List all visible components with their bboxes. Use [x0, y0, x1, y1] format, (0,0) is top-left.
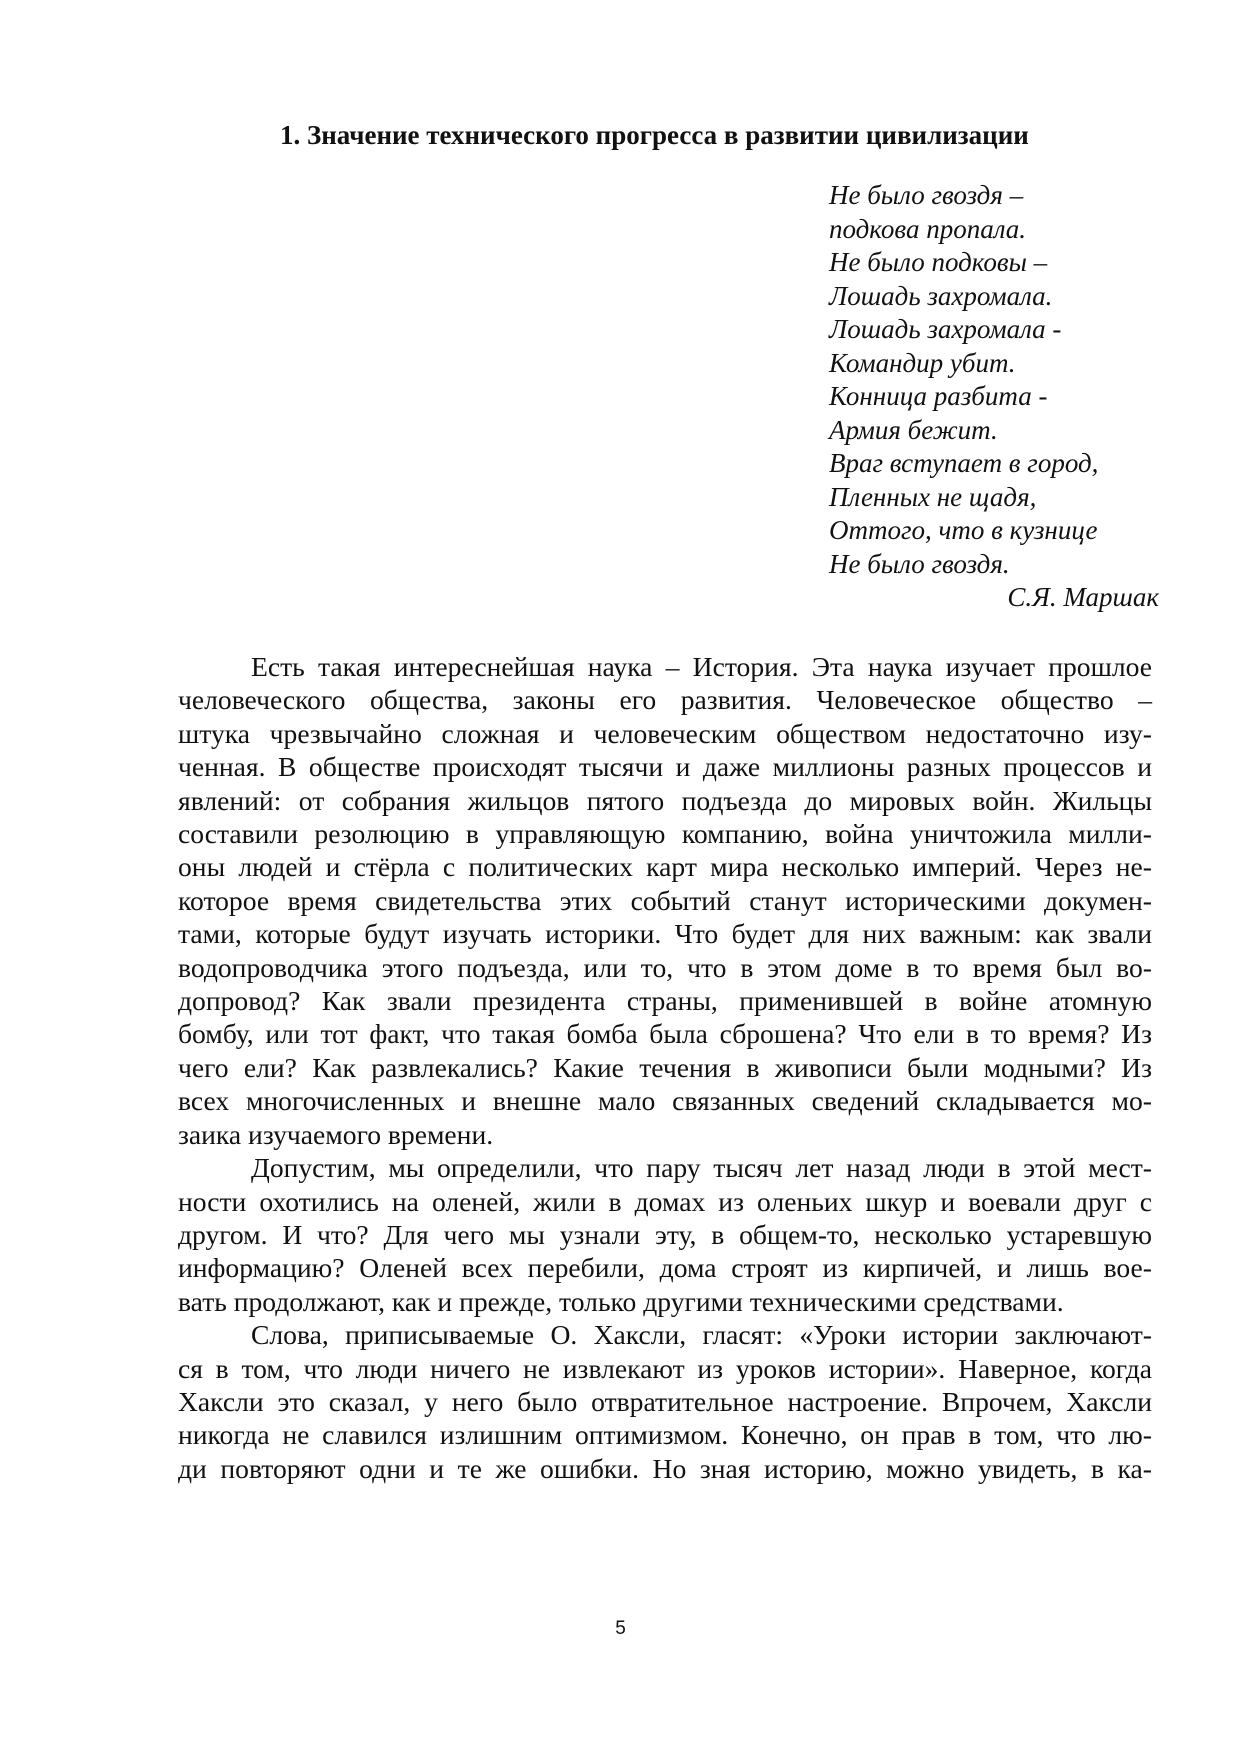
body-line: никогда не славился излишним оптимизмом. Конечно, он прав в том, что лю-: [178, 1419, 1152, 1451]
body-line: ности охотились на оленей, жили в домах из оленьих шкур и воевали друг с: [178, 1185, 1152, 1217]
body-line: Хаксли это сказал, у него было отвратительное настроение. Впрочем, Хаксли: [178, 1385, 1152, 1417]
body-line: Есть такая интереснейшая наука – История. Эта наука изучает прошлое: [251, 651, 1152, 682]
body-line: которое время свидетельства этих событий станут историческими докумен-: [178, 884, 1152, 916]
body-line: оны людей и стёрла с политических карт мира несколько империй. Через не-: [178, 851, 1152, 883]
epigraph-line: Пленных не щадя,: [829, 481, 1037, 512]
body-line: человеческого общества, законы его развития. Человеческое общество –: [178, 684, 1152, 716]
epigraph-line: Конница разбита -: [829, 381, 1048, 411]
epigraph-author: С.Я. Маршак: [1007, 582, 1159, 612]
epigraph-line: Не было гвоздя.: [829, 548, 1010, 579]
body-line: ся в том, что люди ничего не извлекают из уроков истории». Наверное, когда: [178, 1352, 1152, 1384]
epigraph-line: Командир убит.: [829, 347, 1016, 378]
body-line: другом. И что? Для чего мы узнали эту, в общем-то, несколько устаревшую: [178, 1218, 1152, 1250]
body-line: тами, которые будут изучать историки. Что будет для них важным: как звали: [178, 918, 1152, 950]
page-number: 5: [615, 1618, 626, 1639]
section-heading: 1. Значение технического прогресса в развитии цивилизации: [280, 120, 1029, 150]
body-line: явлений: от собрания жильцов пятого подъезда до мировых войн. Жильцы: [178, 784, 1152, 816]
epigraph-line: Оттого, что в кузнице: [829, 515, 1098, 545]
body-line: заика изучаемого времени.: [178, 1118, 494, 1150]
body-text: [178, 650, 1152, 1485]
body-line: ченная. В обществе происходят тысячи и даже миллионы разных процессов и: [178, 751, 1152, 783]
body-line: составили резолюцию в управляющую компанию, война уничтожила милли-: [178, 818, 1152, 850]
body-line: водопроводчика этого подъезда, или то, что в этом доме в то время был во-: [178, 951, 1152, 983]
body-line: допровод? Как звали президента страны, применившей в войне атомную: [178, 985, 1152, 1017]
epigraph-line: Враг вступает в город,: [829, 448, 1099, 478]
body-line: Допустим, мы определили, что пару тысяч лет назад люди в этой мест-: [251, 1152, 1152, 1184]
body-line: чего ели? Как развлекались? Какие течения в живописи были модными? Из: [178, 1051, 1152, 1083]
body-line: ди повторяют одни и те же ошибки. Но зная историю, можно увидеть, в ка-: [178, 1452, 1152, 1484]
epigraph-line: Не было подковы –: [829, 247, 1048, 277]
epigraph-line: Лошадь захромала.: [829, 280, 1053, 311]
body-line: всех многочисленных и внешне мало связанных сведений складывается мо-: [178, 1085, 1152, 1117]
epigraph-line: Не было гвоздя –: [829, 180, 1024, 210]
epigraph-line: Лошадь захромала -: [829, 314, 1062, 344]
body-line: бомбу, или тот факт, что такая бомба была сброшена? Что ели в то время? Из: [178, 1018, 1152, 1050]
body-line: штука чрезвычайно сложная и человеческим обществом недостаточно изу-: [178, 717, 1152, 749]
epigraph-line: Армия бежит.: [829, 414, 998, 445]
epigraph: [829, 179, 1159, 615]
epigraph-line: подкова пропала.: [829, 213, 1027, 244]
body-line: информацию? Оленей всех перебили, дома строят из кирпичей, и лишь вое-: [178, 1252, 1152, 1284]
body-line: вать продолжают, как и прежде, только другими техническими средствами.: [178, 1285, 1064, 1317]
body-line: Слова, приписываемые О. Хаксли, гласят: «Уроки истории заключают-: [251, 1319, 1152, 1351]
